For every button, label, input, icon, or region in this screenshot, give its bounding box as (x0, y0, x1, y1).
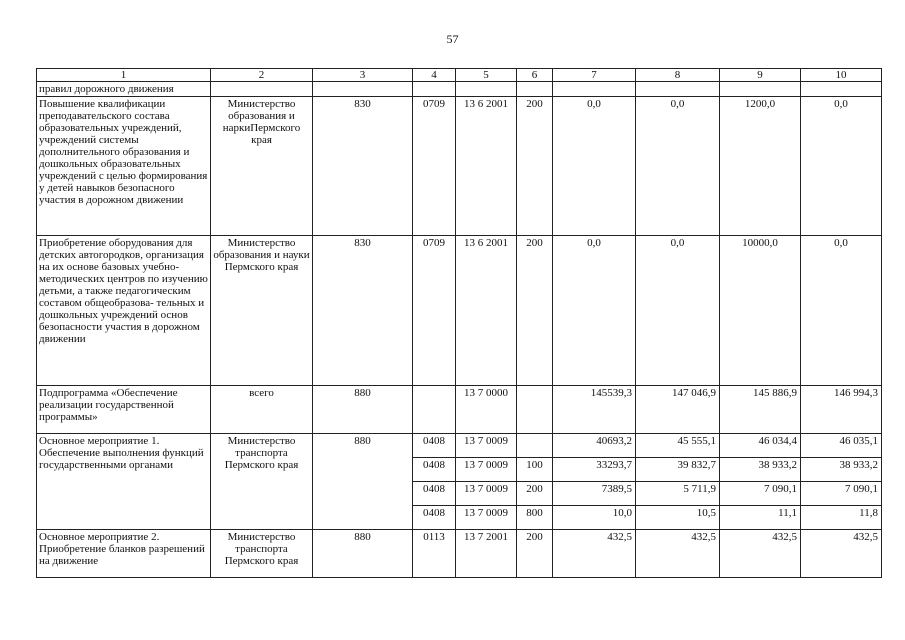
header-cell: 10 (801, 69, 882, 82)
header-cell: 7 (553, 69, 636, 82)
row-name: Подпрограмма «Обеспечение реализации государственной программы» (37, 386, 211, 434)
cell: 0113 (413, 530, 456, 578)
page-number: 57 (446, 32, 459, 46)
cell: 7 090,1 (720, 482, 801, 506)
header-row (37, 69, 882, 82)
cell: 200 (517, 530, 553, 578)
cell: 0,0 (801, 97, 882, 236)
event-1-ministry: Министерство транспорта Пермского края (211, 434, 313, 530)
row-ministry: всего (211, 386, 313, 434)
cell: 45 555,1 (636, 434, 720, 458)
cell: 147 046,9 (636, 386, 720, 434)
cell: 46 034,4 (720, 434, 801, 458)
cell: 13 7 0009 (456, 458, 517, 482)
cell: 46 035,1 (801, 434, 882, 458)
cell: 145 886,9 (720, 386, 801, 434)
cell: 432,5 (636, 530, 720, 578)
cell: 145539,3 (553, 386, 636, 434)
cell: 13 6 2001 (456, 236, 517, 386)
cell: 33293,7 (553, 458, 636, 482)
row-ministry: Министерство образования и науки Пермского края (211, 236, 313, 386)
cell: 830 (313, 236, 413, 386)
cell: 800 (517, 506, 553, 530)
continuation-text: правил дорожного движения (37, 82, 211, 97)
cell: 432,5 (553, 530, 636, 578)
table-row (37, 236, 882, 386)
cell: 0408 (413, 434, 456, 458)
cell: 10000,0 (720, 236, 801, 386)
header-cell: 1 (37, 69, 211, 82)
cell: 5 711,9 (636, 482, 720, 506)
cell: 38 933,2 (720, 458, 801, 482)
row-name: Приобретение оборудования для детских автогородков, организация на их основе базовых учебно-методических центров по изучению детьми, а также педагогическим составом общеобразова- тельных и дошкольных учреждений основ безопасности участия в дорожном движении (37, 236, 211, 386)
event-1-code: 880 (313, 434, 413, 530)
cell: 0408 (413, 482, 456, 506)
cell: 830 (313, 97, 413, 236)
cell: 200 (517, 482, 553, 506)
cell: 146 994,3 (801, 386, 882, 434)
cell: 13 7 2001 (456, 530, 517, 578)
cell: 13 7 0009 (456, 482, 517, 506)
event-2-name: Основное мероприятие 2. Приобретение бланков разрешений на движение (37, 530, 211, 578)
cell: 13 6 2001 (456, 97, 517, 236)
cell: 432,5 (720, 530, 801, 578)
cell: 0,0 (636, 97, 720, 236)
cell (517, 434, 553, 458)
cell: 38 933,2 (801, 458, 882, 482)
cell: 13 7 0000 (456, 386, 517, 434)
cell: 0709 (413, 97, 456, 236)
table-row (37, 434, 882, 458)
table-row (37, 386, 882, 434)
cell: 0,0 (636, 236, 720, 386)
cell (517, 386, 553, 434)
cell: 0408 (413, 506, 456, 530)
row-ministry: Министерство образования и наркиПермского края (211, 97, 313, 236)
cell: 0,0 (801, 236, 882, 386)
cell: 13 7 0009 (456, 434, 517, 458)
cell: 880 (313, 386, 413, 434)
header-cell: 9 (720, 69, 801, 82)
cell: 0709 (413, 236, 456, 386)
cell: 10,0 (553, 506, 636, 530)
header-cell: 2 (211, 69, 313, 82)
table-row (37, 97, 882, 236)
cell: 1200,0 (720, 97, 801, 236)
table-row (37, 530, 882, 578)
cell: 880 (313, 530, 413, 578)
cell: 11,8 (801, 506, 882, 530)
cell: 0,0 (553, 236, 636, 386)
cell: 200 (517, 236, 553, 386)
cell: 0408 (413, 458, 456, 482)
header-cell: 5 (456, 69, 517, 82)
header-cell: 3 (313, 69, 413, 82)
cell: 100 (517, 458, 553, 482)
header-cell: 8 (636, 69, 720, 82)
cell: 11,1 (720, 506, 801, 530)
cell: 200 (517, 97, 553, 236)
cell: 13 7 0009 (456, 506, 517, 530)
cell: 40693,2 (553, 434, 636, 458)
row-name: Повышение квалификации преподавательского состава образовательных учреждений, учреждений системы дополнительного образования и дошкольных образовательных учреждений с целью формирования у детей навыков безопасного участия в дорожном движении (37, 97, 211, 236)
cell: 7389,5 (553, 482, 636, 506)
event-2-ministry: Министерство транспорта Пермского края (211, 530, 313, 578)
budget-table (36, 68, 882, 578)
cell: 7 090,1 (801, 482, 882, 506)
cell: 39 832,7 (636, 458, 720, 482)
table-row (37, 82, 882, 97)
header-cell: 4 (413, 69, 456, 82)
cell: 10,5 (636, 506, 720, 530)
cell: 432,5 (801, 530, 882, 578)
event-1-name: Основное мероприятие 1. Обеспечение выполнения функций государственными органами (37, 434, 211, 530)
cell: 0,0 (553, 97, 636, 236)
header-cell: 6 (517, 69, 553, 82)
cell (413, 386, 456, 434)
